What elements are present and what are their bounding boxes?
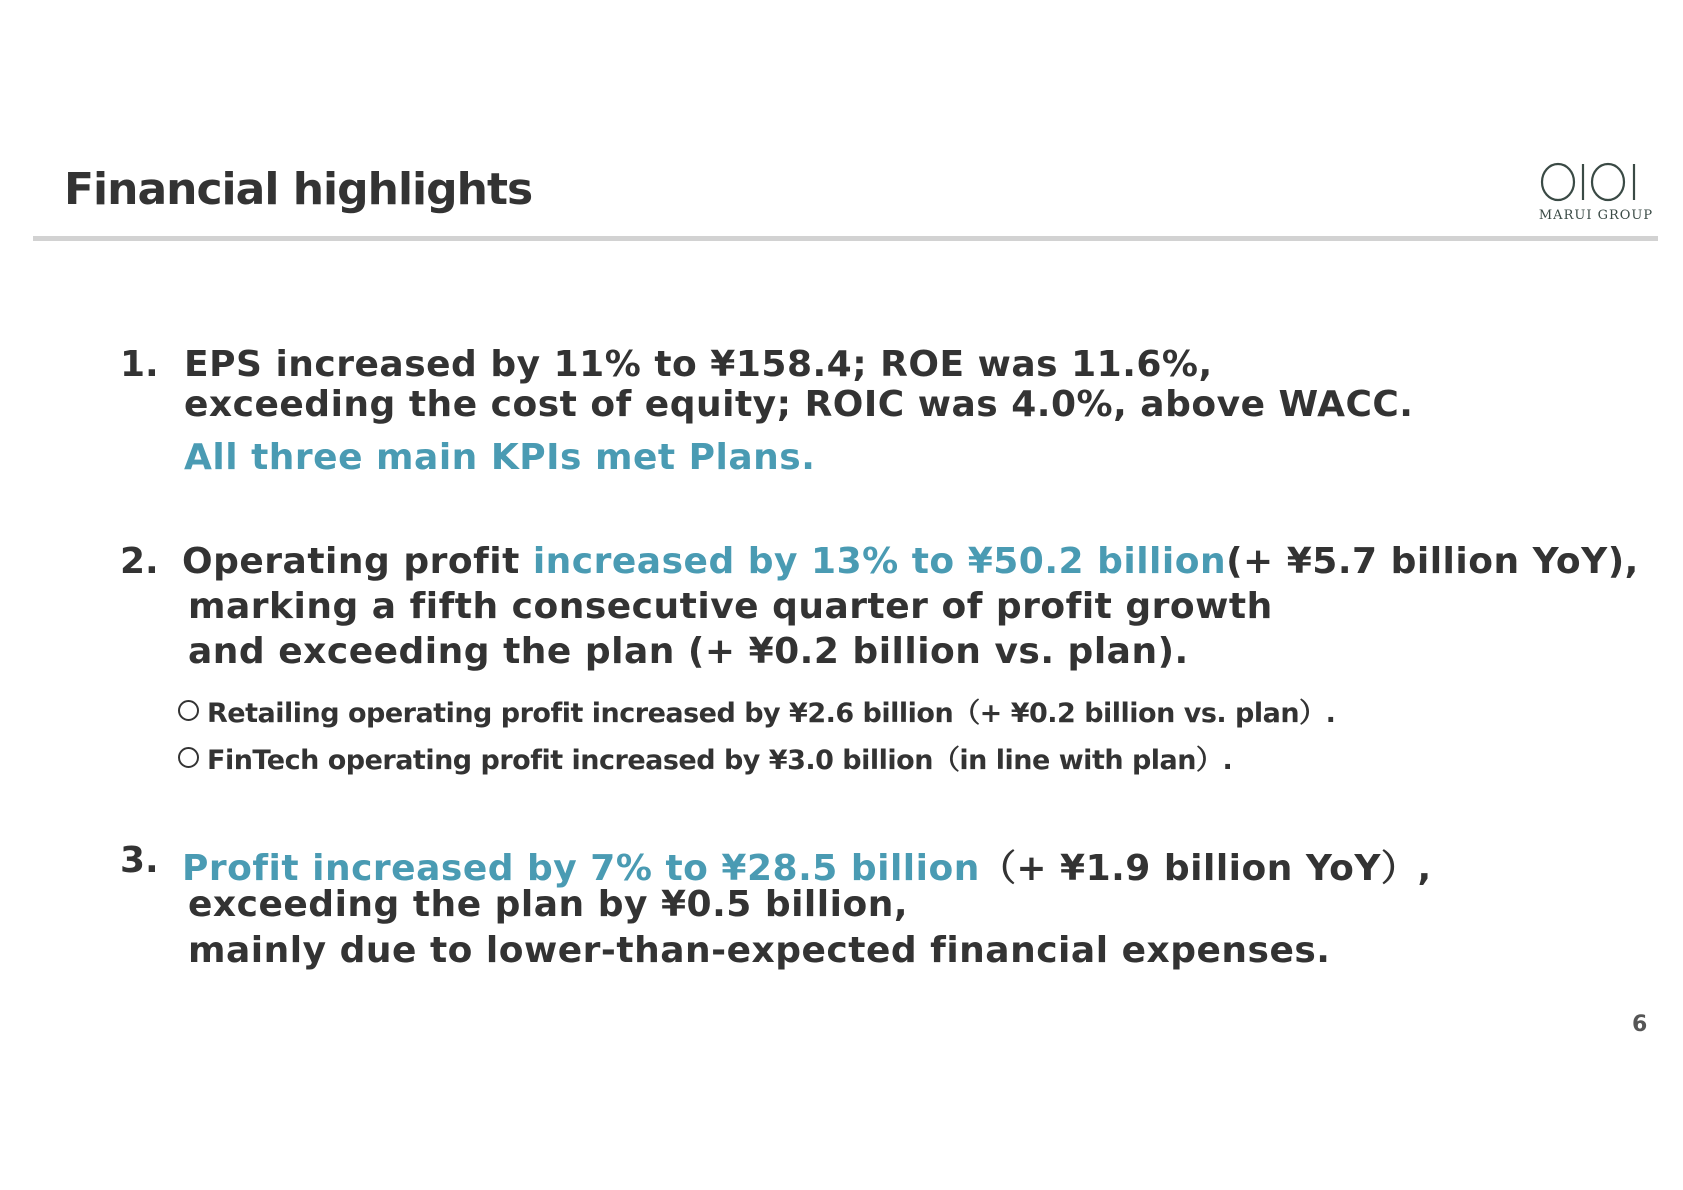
item-2-text: Operating profit (182, 541, 533, 582)
bullet-fintech (178, 738, 1232, 777)
item-2-line-1 (182, 541, 1639, 582)
item-1-highlight: All three main KPIs met Plans. (184, 437, 816, 478)
bullet-text: FinTech operating profit increased by ¥3.0 billion（in line with plan）. (207, 745, 1233, 776)
bullet-retailing (178, 691, 1335, 730)
item-2-yoy-text: (+ ¥5.7 billion YoY), (1226, 541, 1639, 582)
title-divider (33, 236, 1658, 241)
bullet-text: Retailing operating profit increased by ¥2.6 billion（+ ¥0.2 billion vs. plan）. (207, 698, 1336, 729)
item-2-accent-text: increased by 13% to ¥50.2 billion (532, 541, 1227, 582)
item-number: 1. (120, 344, 159, 385)
item-1-line-2: exceeding the cost of equity; ROIC was 4.0%, above WACC. (184, 384, 1414, 425)
marui-group-logo (1538, 160, 1658, 226)
page-number: 6 (1632, 1012, 1648, 1037)
item-3-accent-text: Profit increased by 7% to ¥28.5 billion (182, 848, 980, 889)
item-2-line-2: marking a fifth consecutive quarter of profit growth (188, 586, 1273, 627)
item-3-line-2: exceeding the plan by ¥0.5 billion, (188, 884, 908, 925)
page-title: Financial highlights (64, 164, 533, 215)
oioi-logo-mark (1538, 160, 1654, 206)
item-number: 2. (120, 541, 159, 582)
logo-text: MARUI GROUP (1538, 208, 1654, 223)
item-2-line-3: and exceeding the plan (+ ¥0.2 billion vs. plan). (188, 631, 1189, 672)
item-number: 3. (120, 840, 159, 881)
item-3-yoy-text: （+ ¥1.9 billion YoY）, (979, 848, 1432, 889)
item-1-line-1: EPS increased by 11% to ¥158.4; ROE was 11.6%, (184, 344, 1213, 385)
circle-bullet-icon (178, 747, 199, 768)
circle-bullet-icon (178, 700, 199, 721)
item-3-line-3: mainly due to lower-than-expected financial expenses. (188, 930, 1331, 971)
